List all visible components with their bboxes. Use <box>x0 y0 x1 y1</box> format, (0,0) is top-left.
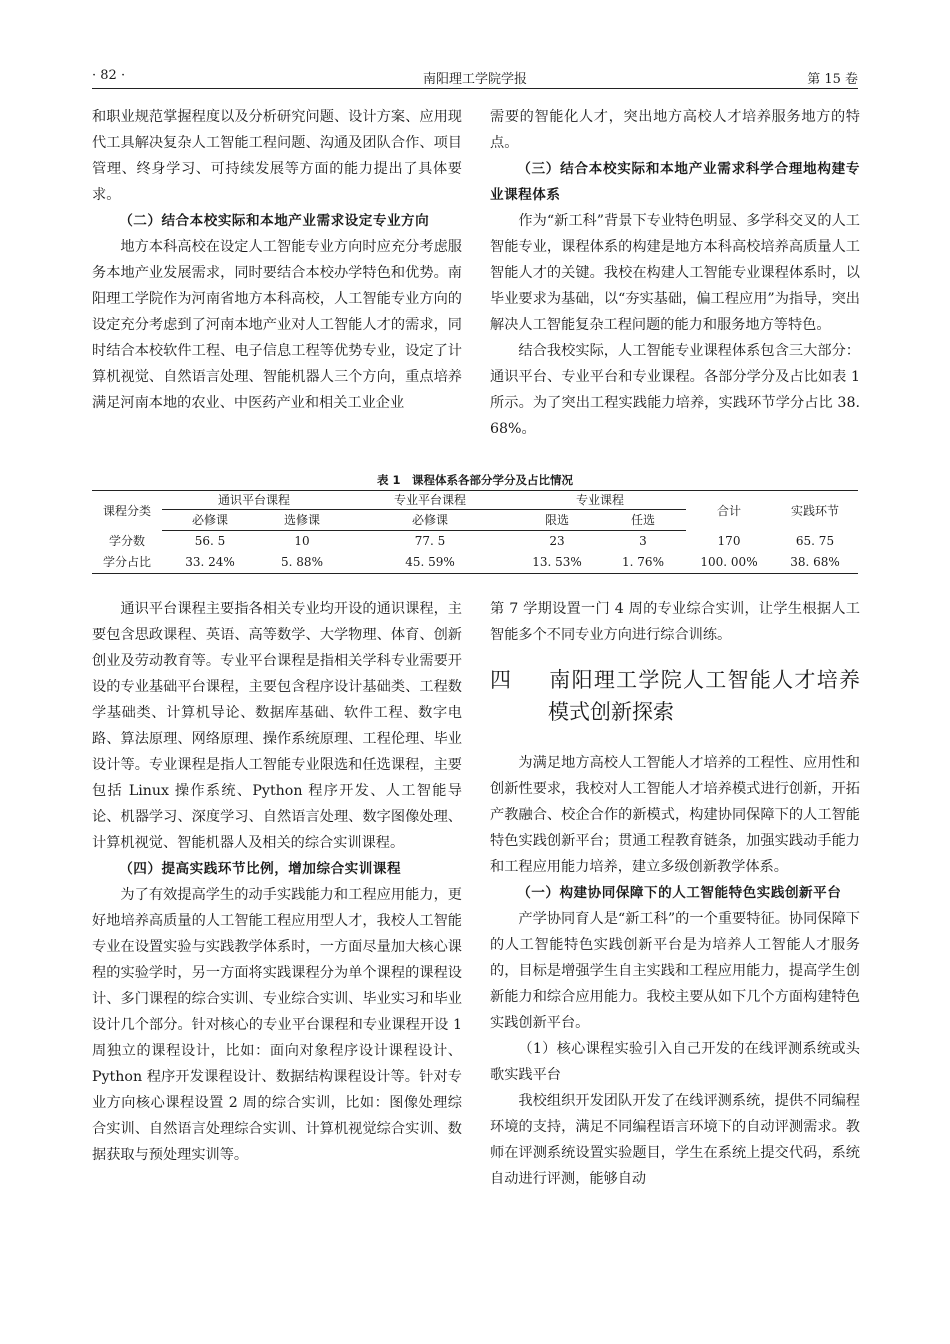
header-category: 课程分类 <box>102 503 151 518</box>
table-cell: 1. 76% <box>622 555 664 569</box>
table-header-row <box>92 491 858 510</box>
subsection-heading: （一）构建协同保障下的人工智能特色实践创新平台 <box>517 885 842 901</box>
header-general-platform: 通识平台课程 <box>162 491 346 510</box>
right-column-top <box>490 104 860 442</box>
table-cell: 77. 5 <box>414 534 446 548</box>
row-label: 学分占比 <box>102 555 151 569</box>
left-column-top <box>92 104 462 416</box>
paragraph: 需要的智能化人才，突出地方高校人才培养服务地方的特点。 <box>490 109 860 151</box>
paragraph: 产学协同育人是“新工科”的一个重要特征。协同保障下的人工智能特色实践创新平台是为培养人工智能人才服务的，目标是增强学生自主实践和工程应用能力，提高学生创新能力和综合应用能力。我校主要从如下几个方面构建特色实践创新平台。 <box>490 911 860 1031</box>
row-label: 学分数 <box>108 533 145 548</box>
table-cell: 56. 5 <box>194 534 226 548</box>
paragraph: 和职业规范掌握程度以及分析研究问题、设计方案、应用现代工具解决复杂人工智能工程问题、沟通及团队合作、项目管理、终身学习、可持续发展等方面的能力提出了具体要求。 <box>92 109 462 203</box>
table-cell: 170 <box>717 533 741 548</box>
subsection-heading: （二）结合本校实际和本地产业需求设定专业方向 <box>119 213 430 229</box>
table-cell: 23 <box>549 534 565 548</box>
subheader-optional: 任选 <box>600 510 686 531</box>
header-major-platform: 专业平台课程 <box>346 491 514 510</box>
table-row <box>92 552 858 574</box>
subsection-heading: （四）提高实践环节比例，增加综合实训课程 <box>119 861 402 877</box>
paragraph: 通识平台课程主要指各相关专业均开设的通识课程，主要包含思政课程、英语、高等数学、大学物理、体育、创新创业及劳动教育等。专业平台课程是指相关学科专业需要开设的专业基础平台课程，主要包含程序设计基础类、工程数学基础类、计算机导论、数据库基础、软件工程、数字电路、算法原理、网络原理、操作系统原理、工程伦理、毕业设计等。专业课程是指人工智能专业限选和任选课程，主要包括 Linux 操作系统、Python 程序开发、人工智能导论、机器学习、深度学习、自然语言处理、数字图像处理、计算机视觉、智能机器人及相关的综合实训课程。 <box>92 601 462 851</box>
credit-table <box>92 490 858 574</box>
paragraph: 结合我校实际，人工智能专业课程体系包含三大部分：通识平台、专业平台和专业课程。各部分学分及占比如表 1 所示。为了突出工程实践能力培养，实践环节学分占比 38. 68%。 <box>490 343 860 437</box>
paragraph: 我校组织开发团队开发了在线评测系统，提供不同编程环境的支持，满足不同编程语言环境下的自动评测需求。教师在评测系统设置实验题目，学生在系统上提交代码，系统自动进行评测，能够自动 <box>490 1093 860 1187</box>
table-cell: 100. 00% <box>700 555 758 569</box>
section-title: 南阳理工学院人工智能人才培养模式创新探索 <box>548 668 860 724</box>
table-cell: 10 <box>294 534 310 548</box>
credit-table-block <box>92 470 858 574</box>
paragraph: 地方本科高校在设定人工智能专业方向时应充分考虑服务本地产业发展需求，同时要结合本校办学特色和优势。南阳理工学院作为河南省地方本科高校，人工智能专业方向的设定充分考虑到了河南本地产业对人工智能人才的需求，同时结合本校软件工程、电子信息工程等优势专业，设定了计算机视觉、自然语言处理、智能机器人三个方向，重点培养满足河南本地的农业、中医药产业和相关工业企业 <box>92 239 462 411</box>
header-practice: 实践环节 <box>790 503 839 518</box>
page-number: · 82 · <box>92 68 126 83</box>
subheader-required: 必修课 <box>162 510 258 531</box>
header-major-courses: 专业课程 <box>514 491 686 510</box>
subheader-elective: 选修课 <box>258 510 346 531</box>
table-cell: 38. 68% <box>790 555 840 569</box>
volume-label: 第 15 卷 <box>807 72 858 87</box>
table-cell: 13. 53% <box>532 555 582 569</box>
table-cell: 5. 88% <box>281 555 323 569</box>
paragraph: 作为“新工科”背景下专业特色明显、多学科交叉的人工智能专业，课程体系的构建是地方本科高校培养高质量人工智能人才的关键。我校在构建人工智能专业课程体系时，以毕业要求为基础，以“夯实基础，偏工程应用”为指导，突出解决人工智能复杂工程问题的能力和服务地方等特色。 <box>490 213 860 333</box>
subheader-required: 必修课 <box>346 510 514 531</box>
table-cell: 3 <box>639 534 647 548</box>
journal-title: 南阳理工学院学报 <box>422 72 527 87</box>
paragraph: 为满足地方高校人工智能人才培养的工程性、应用性和创新性要求，我校对人工智能人才培养模式进行创新，开拓产教融合、校企合作的新模式，构建协同保障下的人工智能特色实践创新平台；贯通工程教育链条，加强实践动手能力和工程应用能力培养，建立多级创新教学体系。 <box>490 755 860 875</box>
header-total: 合计 <box>716 503 741 518</box>
paragraph: 为了有效提高学生的动手实践能力和工程应用能力，更好地培养高质量的人工智能工程应用型人才，我校人工智能专业在设置实验与实践教学体系时，一方面尽量加大核心课程的实验学时，另一方面将实践课程分为单个课程的课程设计、多门课程的综合实训、专业综合实训、毕业实习和毕业设计几个部分。针对核心的专业平台课程和专业课程开设 1 周独立的课程设计，比如：面向对象程序设计课程设计、Python 程序开发课程设计、数据结构课程设计等。针对专业方向核心课程设置 2 周的综合实训，比如：图像处理综合实训、自然语言处理综合实训、计算机视觉综合实训、数据获取与预处理实训等。 <box>92 887 462 1163</box>
paragraph: 第 7 学期设置一门 4 周的专业综合实训，让学生根据人工智能多个不同专业方向进行综合训练。 <box>490 601 860 643</box>
subsection-heading: （三）结合本校实际和本地产业需求科学合理地构建专业课程体系 <box>490 161 860 203</box>
subheader-restricted: 限选 <box>514 510 600 531</box>
table-cell: 65. 75 <box>795 533 835 548</box>
paragraph: （1）核心课程实验引入自己开发的在线评测系统或头歌实践平台 <box>490 1041 860 1083</box>
table-cell: 45. 59% <box>405 555 455 569</box>
running-header <box>92 66 858 89</box>
table-caption: 表 1 课程体系各部分学分及占比情况 <box>376 473 573 487</box>
table-row <box>92 531 858 553</box>
right-column-bottom <box>490 596 860 1192</box>
left-column-bottom <box>92 596 462 1168</box>
section-number: 四 <box>490 668 511 692</box>
section-heading <box>490 664 860 728</box>
table-cell: 33. 24% <box>185 555 235 569</box>
